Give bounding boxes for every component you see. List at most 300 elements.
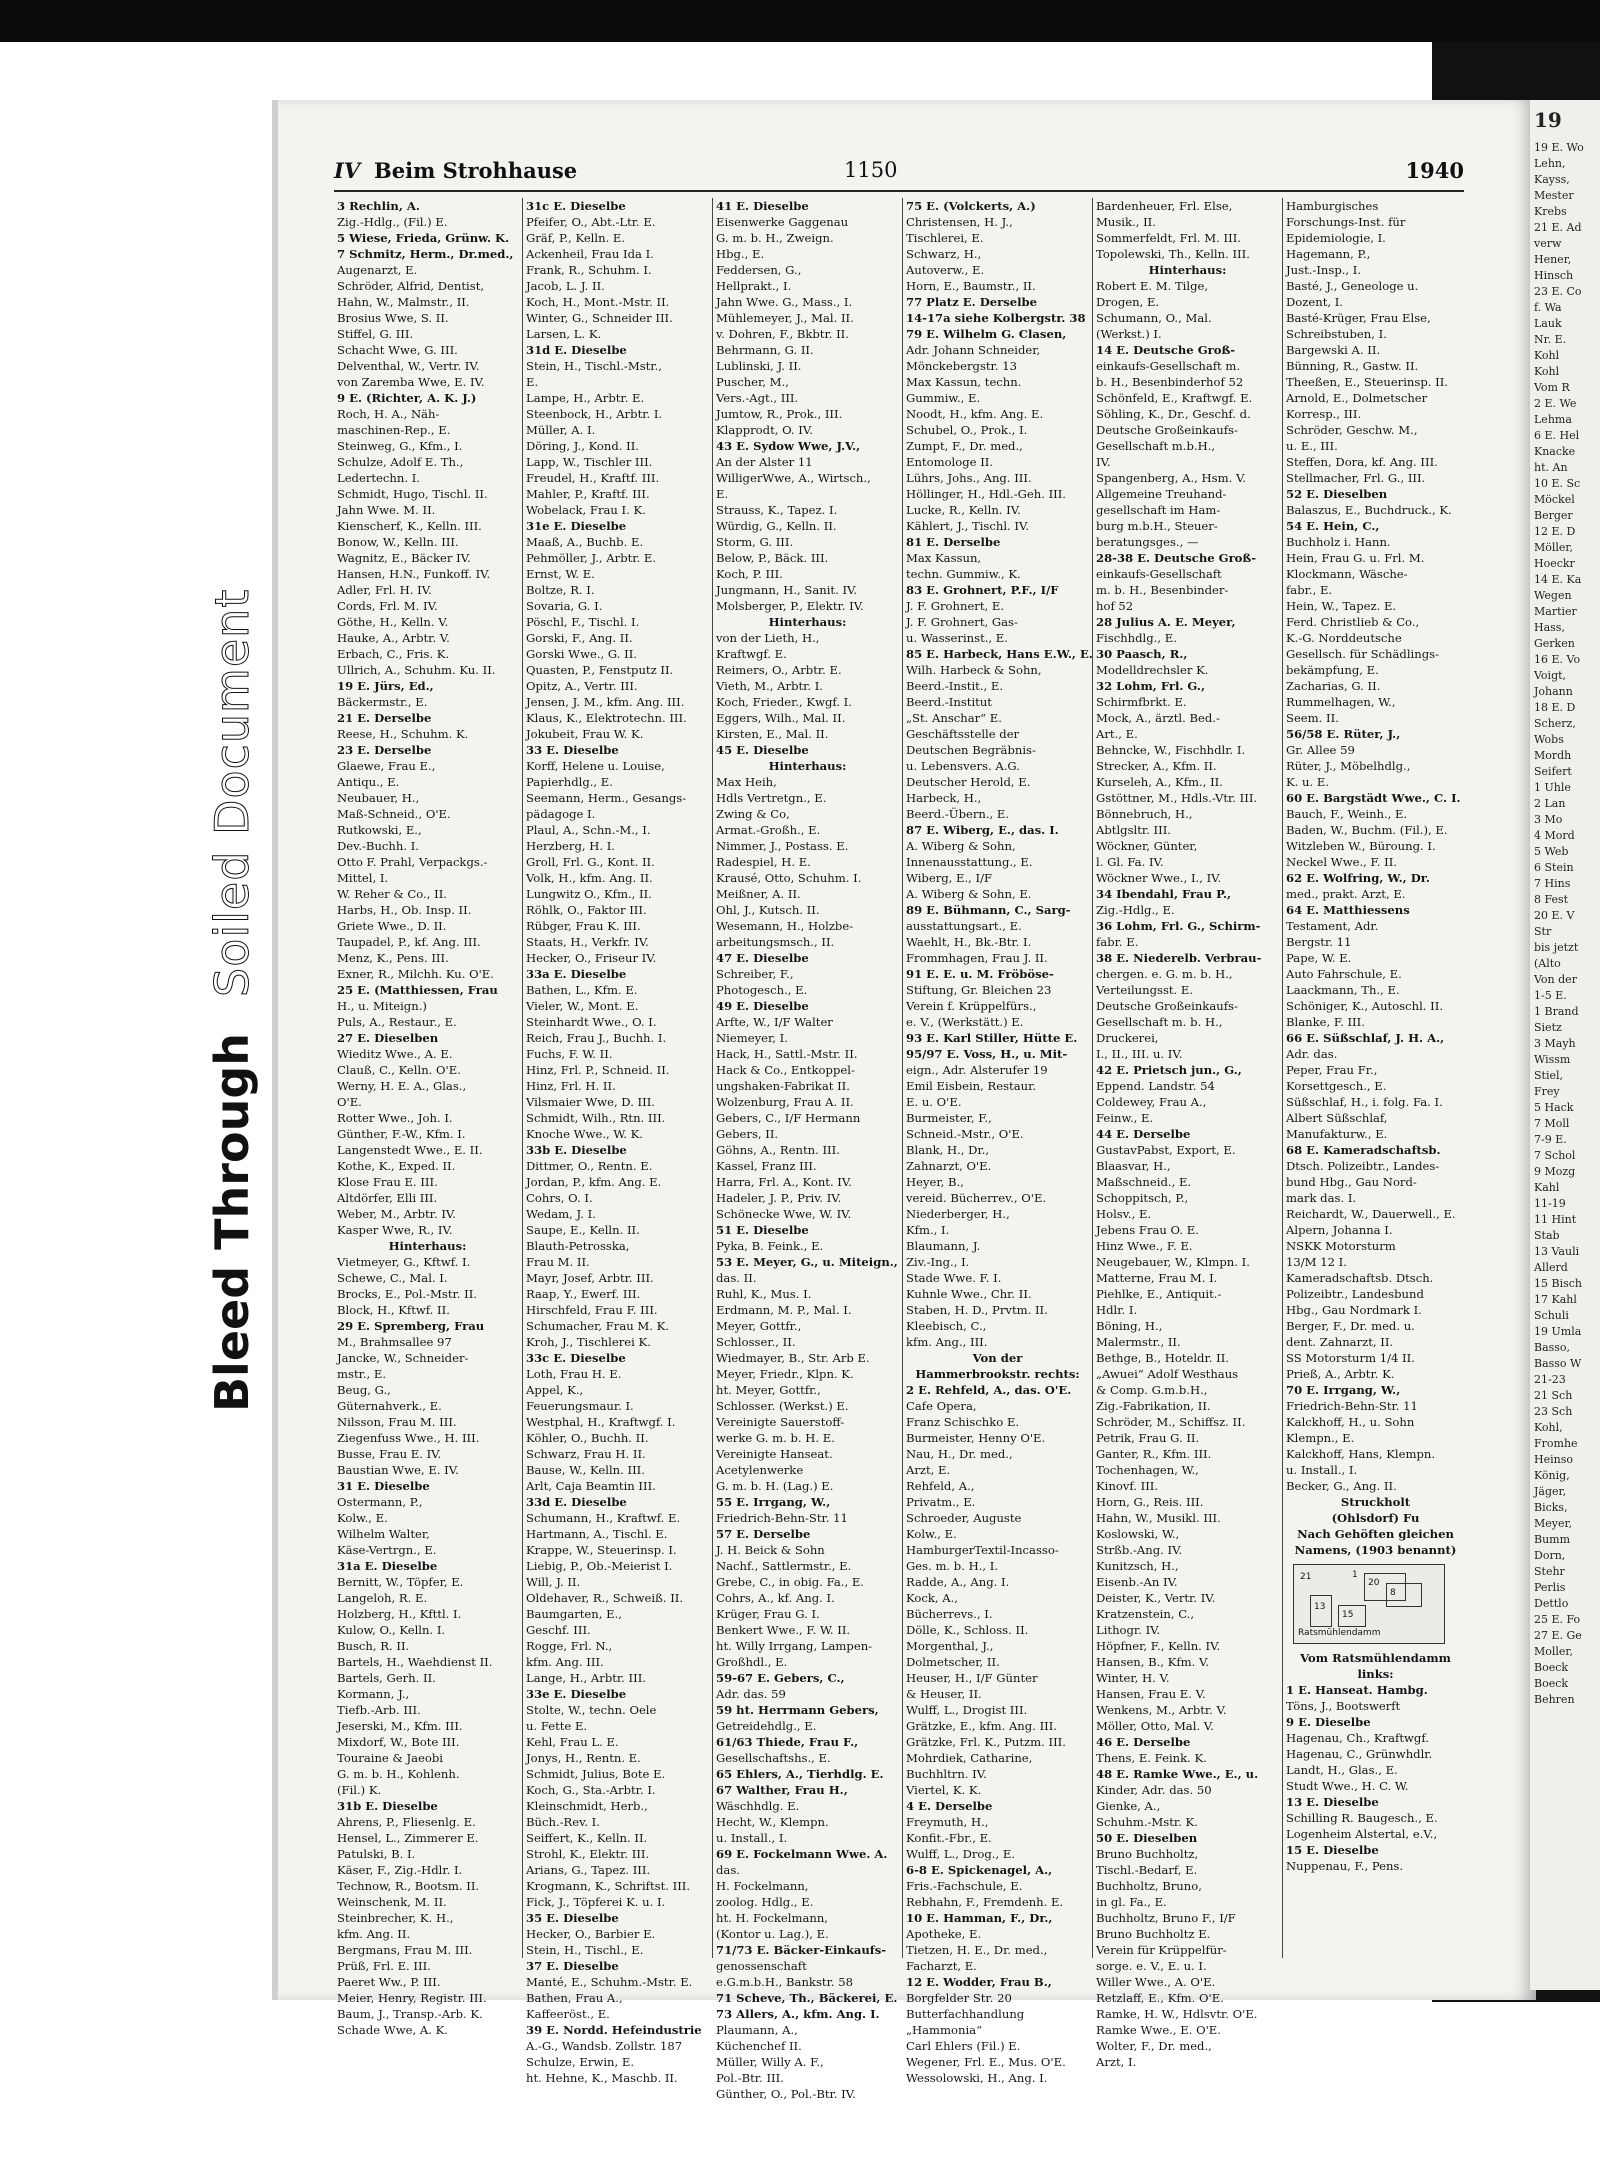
directory-entry: bekämpfung, E. (1286, 663, 1379, 677)
next-page-line: Dettlo (1534, 1597, 1569, 1610)
directory-entry: Gesellsch. für Schädlings- (1286, 647, 1440, 661)
directory-entry: 9 E. Dieselbe (1286, 1715, 1371, 1729)
directory-entry: Kienscherf, K., Kelln. III. (337, 519, 482, 533)
directory-entry: 68 E. Kameradschaftsb. (1286, 1143, 1441, 1157)
directory-entry: Schirmfbrkt. E. (1096, 695, 1187, 709)
next-page-line: Allerd (1534, 1261, 1568, 1274)
directory-entry: E. (716, 487, 729, 501)
directory-entry: A.-G., Wandsb. Zollstr. 187 (526, 2039, 683, 2053)
directory-entry: einkaufs-Gesellschaft (1096, 567, 1222, 581)
next-page-line: Mordh (1534, 749, 1572, 762)
directory-entry: Nach Gehöften gleichen (1297, 1527, 1454, 1541)
directory-entry: Otto F. Prahl, Verpackgs.- (337, 855, 488, 869)
directory-entry: Manté, E., Schuhm.-Mstr. E. (526, 1975, 693, 1989)
directory-entry: Blaasvar, H., (1096, 1159, 1171, 1173)
directory-entry: Gstöttner, M., Hdls.-Vtr. III. (1096, 791, 1258, 805)
directory-entry: Kassel, Franz III. (716, 1159, 817, 1173)
directory-entry: Dölle, K., Schloss. II. (906, 1623, 1029, 1637)
directory-entry: 31e E. Dieselbe (526, 519, 627, 533)
directory-entry: 52 E. Dieselben (1286, 487, 1388, 501)
directory-entry: Stein, H., Tischl., E. (526, 1943, 644, 1957)
directory-entry: Acetylenwerke (716, 1463, 804, 1477)
directory-entry: Prieß, A., Arbtr. K. (1286, 1367, 1395, 1381)
next-page-line: Stehr (1534, 1565, 1565, 1578)
next-page-line: Str (1534, 925, 1552, 938)
directory-entry: Blaumann, J. (906, 1239, 981, 1253)
directory-entry: Heyer, B., (906, 1175, 964, 1189)
directory-entry: Hinz, Frl. P., Schneid. II. (526, 1063, 670, 1077)
directory-entry: Schneid.-Mstr., O'E. (906, 1127, 1024, 1141)
directory-entry: 62 E. Wolfring, W., Dr. (1286, 871, 1430, 885)
directory-entry: Technow, R., Bootsm. II. (337, 1879, 480, 1893)
directory-entry: Noodt, H., kfm. Ang. E. (906, 407, 1044, 421)
directory-entry: 71 Scheve, Th., Bäckerei, E. (716, 1991, 898, 2005)
columns (334, 198, 1464, 2101)
directory-entry: Molsberger, P., Elektr. IV. (716, 599, 864, 613)
directory-entry: Theeßen, E., Steuerinsp. II. (1286, 375, 1448, 389)
directory-entry: Lapp, W., Tischler III. (526, 455, 653, 469)
directory-entry: Ramke, H. W., Hdlsvtr. O'E. (1096, 2007, 1258, 2021)
next-page-line: Scherz, (1534, 717, 1576, 730)
directory-entry: Modelldrechsler K. (1096, 663, 1209, 677)
next-page-line: Basso, (1534, 1341, 1571, 1354)
directory-entry: Block, H., Kftwf. II. (337, 1303, 450, 1317)
directory-entry: e. V., (Werkstätt.) E. (906, 1015, 1024, 1029)
directory-entry: Dtsch. Polizeibtr., Landes- (1286, 1159, 1440, 1173)
directory-entry: u. Fette E. (526, 1719, 588, 1733)
directory-entry: 28 Julius A. E. Meyer, (1096, 615, 1236, 629)
next-page-line: 15 Bisch (1534, 1277, 1582, 1290)
directory-entry: Steinweg, G., Kfm., I. (337, 439, 463, 453)
directory-entry: Schumann, H., Kraftwf. E. (526, 1511, 681, 1525)
directory-entry: Horn, G., Reis. III. (1096, 1495, 1204, 1509)
directory-entry: mark das. I. (1286, 1191, 1357, 1205)
directory-entry: 61/63 Thiede, Frau F., (716, 1735, 859, 1749)
directory-entry: Steinhardt Wwe., O. I. (526, 1015, 657, 1029)
directory-entry: Hahn, W., Malmstr., II. (337, 295, 470, 309)
directory-entry: Günther, O., Pol.-Btr. IV. (716, 2087, 856, 2101)
directory-entry: Lublinski, J. II. (716, 359, 802, 373)
directory-entry: 34 Ibendahl, Frau P., (1096, 887, 1232, 901)
next-page-line: 1-5 E. (1534, 989, 1567, 1002)
directory-entry: Hack & Co., Entkoppel- (716, 1063, 855, 1077)
directory-entry: Von der (972, 1351, 1023, 1365)
directory-page (272, 100, 1536, 2101)
directory-entry: 33e E. Dieselbe (526, 1687, 627, 1701)
soiled-document-label: Soiled Document (205, 588, 259, 997)
directory-entry: Privatm., E. (906, 1495, 976, 1509)
next-page-line: Nr. E. (1534, 333, 1567, 346)
directory-entry: IV. (1096, 455, 1111, 469)
next-page-line: 23 E. Co (1534, 285, 1582, 298)
directory-entry: Vereinigte Hanseat. (716, 1447, 833, 1461)
directory-entry: Arnold, E., Dolmetscher (1286, 391, 1428, 405)
next-page-line: 7 Hins (1534, 877, 1571, 890)
directory-entry: Jonys, H., Rentn. E. (526, 1751, 641, 1765)
directory-entry: fabr. E. (1096, 935, 1139, 949)
directory-entry: Prüß, Frl. E. III. (337, 1959, 431, 1973)
directory-entry: 44 E. Derselbe (1096, 1127, 1191, 1141)
directory-entry: Musik., II. (1096, 215, 1156, 229)
directory-entry: Buchholz i. Hann. (1286, 535, 1391, 549)
directory-entry: Gebers, C., I/F Hermann (716, 1111, 861, 1125)
directory-entry: Adr. das. 59 (716, 1687, 786, 1701)
directory-entry: 41 E. Dieselbe (716, 199, 809, 213)
directory-entry: Kirsten, E., Mal. II. (716, 727, 829, 741)
directory-entry: Röhlk, O., Faktor III. (526, 903, 647, 917)
directory-entry: 7 Schmitz, Herm., Dr.med., (337, 247, 514, 261)
directory-entry: Eggers, Wilh., Mal. II. (716, 711, 846, 725)
directory-entry: Jungmann, H., Sanit. IV. (716, 583, 858, 597)
directory-entry: Korff, Helene u. Louise, (526, 759, 665, 773)
next-page-line: 1 Brand (1534, 1005, 1579, 1018)
directory-entry: Mönckebergstr. 13 (906, 359, 1017, 373)
directory-entry: maschinen-Rep., E. (337, 423, 451, 437)
directory-entry: Reese, H., Schuhm. K. (337, 727, 469, 741)
next-page-line: Lehma (1534, 413, 1572, 426)
next-page-line: Lehn, (1534, 157, 1566, 170)
directory-entry: Wagnitz, E., Bäcker IV. (337, 551, 471, 565)
directory-entry: Müller, A. I. (526, 423, 596, 437)
directory-entry: 66 E. Süßschlaf, J. H. A., (1286, 1031, 1445, 1045)
directory-entry: 87 E. Wiberg, E., das. I. (906, 823, 1059, 837)
directory-entry: Blank, H., Dr., (906, 1143, 990, 1157)
directory-entry: 53 E. Meyer, G., u. Miteign., (716, 1255, 898, 1269)
directory-entry: Robert E. M. Tilge, (1096, 279, 1209, 293)
directory-entry: Knoche Wwe., W. K. (526, 1127, 643, 1141)
directory-entry: Rutkowski, E., (337, 823, 422, 837)
directory-entry: Pol.-Btr. III. (716, 2071, 784, 2085)
next-page-line: Lauk (1534, 317, 1562, 330)
directory-entry: G. m. b. H. (Lag.) E. (716, 1479, 834, 1493)
directory-entry: gesellschaft im Ham- (1096, 503, 1221, 517)
directory-entry: Krüger, Frau G. I. (716, 1607, 820, 1621)
directory-entry: v. Dohren, F., Bkbtr. II. (716, 327, 849, 341)
directory-entry: Raap, Y., Ewerf. III. (526, 1287, 641, 1301)
directory-entry: vereid. Bücherrev., O'E. (906, 1191, 1047, 1205)
next-page-line: Moller, (1534, 1645, 1573, 1658)
directory-entry: Struckholt (1340, 1495, 1411, 1509)
directory-entry: (Ohlsdorf) Fu (1331, 1511, 1420, 1525)
directory-entry: 1 E. Hanseat. Hambg. (1286, 1683, 1428, 1697)
directory-entry: Ruhl, K., Mus. I. (716, 1287, 812, 1301)
directory-entry: u. Lebensvers. A.G. (906, 759, 1020, 773)
directory-entry: u. Install., I. (1286, 1463, 1358, 1477)
directory-entry: Schumann, O., Mal. (1096, 311, 1212, 325)
directory-entry: 36 Lohm, Frl. G., Schirm- (1096, 919, 1261, 933)
directory-entry: Schröder, M., Schiffsz. II. (1096, 1415, 1246, 1429)
next-page-line: Kohl, (1534, 1421, 1563, 1434)
directory-entry: Jebens Frau O. E. (1096, 1223, 1199, 1237)
directory-entry: Hinterhaus: (1148, 263, 1227, 277)
directory-entry: Jumtow, R., Prok., III. (716, 407, 843, 421)
directory-entry: chergen. e. G. m. b. H., (1096, 967, 1233, 981)
directory-entry: Berger, F., Dr. med. u. (1286, 1319, 1415, 1333)
directory-entry: Erdmann, M. P., Mal. I. (716, 1303, 852, 1317)
directory-entry: pädagoge I. (526, 807, 596, 821)
directory-entry: 64 E. Matthiessens (1286, 903, 1410, 917)
directory-entry: Lampe, H., Arbtr. E. (526, 391, 645, 405)
next-page-line: 14 E. Ka (1534, 573, 1582, 586)
directory-entry: Beerd.-Institut (906, 695, 992, 709)
directory-entry: 31d E. Dieselbe (526, 343, 627, 357)
next-page-line: Jäger, (1534, 1485, 1567, 1498)
directory-entry: 3 Rechlin, A. (337, 199, 420, 213)
directory-entry: Schulze, Erwin, E. (526, 2055, 635, 2069)
directory-entry: Laackmann, Th., E. (1286, 983, 1400, 997)
directory-entry: Klempn., E. (1286, 1431, 1355, 1445)
next-page-line: Hinsch (1534, 269, 1574, 282)
directory-entry: Just.-Insp., I. (1286, 263, 1362, 277)
directory-entry: Mühlemeyer, J., Mal. II. (716, 311, 854, 325)
directory-entry: Fischhdlg., E. (1096, 631, 1177, 645)
directory-entry: 50 E. Dieselben (1096, 1831, 1198, 1845)
directory-entry: Klaus, K., Elektrotechn. III. (526, 711, 687, 725)
directory-entry: Gesellschaft m.b.H., (1096, 439, 1216, 453)
directory-entry: Bause, W., Kelln. III. (526, 1463, 645, 1477)
directory-entry: Maß-Schneid., O'E. (337, 807, 451, 821)
directory-entry: 12 E. Wodder, Frau B., (906, 1975, 1052, 1989)
directory-entry: 33b E. Dieselbe (526, 1143, 627, 1157)
directory-entry: Wobelack, Frau I. K. (526, 503, 646, 517)
directory-entry: Jeserski, M., Kfm. III. (337, 1719, 463, 1733)
directory-entry: Harbs, H., Ob. Insp. II. (337, 903, 472, 917)
directory-entry: Deutsche Großeinkaufs- (1096, 423, 1238, 437)
directory-entry: Hagenau, Ch., Kraftwgf. (1286, 1731, 1429, 1745)
directory-entry: Höllinger, H., Hdl.-Geh. III. (906, 487, 1066, 501)
directory-entry: Ferd. Christlieb & Co., (1286, 615, 1420, 629)
next-page-line: Hoeckr (1534, 557, 1575, 570)
directory-entry: Mixdorf, W., Bote III. (337, 1735, 460, 1749)
directory-entry: Namens, (1903 benannt) (1294, 1543, 1457, 1557)
directory-entry: Hammerbrookstr. rechts: (915, 1367, 1080, 1381)
map-number: 20 (1368, 1578, 1380, 1588)
directory-entry: Vers.-Agt., III. (716, 391, 799, 405)
directory-entry: Fris.-Fachschule, E. (906, 1879, 1023, 1893)
directory-entry: Rummelhagen, W., (1286, 695, 1396, 709)
directory-entry: Schilling R. Baugesch., E. (1286, 1811, 1438, 1825)
directory-entry: Stade Wwe. F. I. (906, 1271, 1002, 1285)
directory-entry: Innenausstattung., E. (906, 855, 1033, 869)
directory-entry: Köhler, O., Buchh. II. (526, 1431, 649, 1445)
directory-entry: Wolter, F., Dr. med., (1096, 2039, 1212, 2053)
next-page-line: Johann (1534, 685, 1573, 698)
directory-entry: & Heuser, II. (906, 1687, 982, 1701)
directory-entry: Gr. Allee 59 (1286, 743, 1355, 757)
next-page-line: König, (1534, 1469, 1570, 1482)
directory-entry: Vieth, M., Arbtr. I. (716, 679, 824, 693)
directory-entry: Hein, Frau G. u. Frl. M. (1286, 551, 1425, 565)
directory-entry: Emil Eisbein, Restaur. (906, 1079, 1037, 1093)
directory-entry: Baustian Wwe, E. IV. (337, 1463, 459, 1477)
directory-entry: G. m. b. H., Kohlenh. (337, 1767, 460, 1781)
directory-entry: 54 E. Hein, C., (1286, 519, 1380, 533)
directory-entry: Holzberg, H., Kfttl. I. (337, 1607, 462, 1621)
directory-entry: Staben, H. D., Prvtm. II. (906, 1303, 1048, 1317)
directory-entry: 31c E. Dieselbe (526, 199, 626, 213)
directory-entry: Bergmans, Frau M. III. (337, 1943, 473, 1957)
directory-entry: Bartels, Gerh. II. (337, 1671, 436, 1685)
directory-entry: Hagenau, C., Grünwhdlr. (1286, 1747, 1433, 1761)
year: 1940 (1405, 158, 1464, 183)
directory-entry: Süßschlaf, H., i. folg. Fa. I. (1286, 1095, 1443, 1109)
directory-entry: Würdig, G., Kelln. II. (716, 519, 837, 533)
directory-entry: Max Kassun, (906, 551, 982, 565)
directory-entry: Werny, H. E. A., Glas., (337, 1079, 467, 1093)
directory-entry: 31a E. Dieselbe (337, 1559, 438, 1573)
directory-entry: H. Fockelmann, (716, 1879, 809, 1893)
directory-entry: Feddersen, G., (716, 263, 802, 277)
directory-entry: Hensel, L., Zimmerer E. (337, 1831, 479, 1845)
directory-entry: Basté-Krüger, Frau Else, (1286, 311, 1431, 325)
next-page-line: (Alto (1534, 957, 1561, 970)
column-3 (712, 198, 899, 2101)
directory-entry: Vilsmaier Wwe, D. III. (526, 1095, 655, 1109)
directory-entry: An der Alster 11 (716, 455, 813, 469)
next-page-line: 11-19 (1534, 1197, 1566, 1210)
directory-entry: Auto Fahrschule, E. (1286, 967, 1402, 981)
directory-entry: Ges. m. b. H., I. (906, 1559, 999, 1573)
directory-entry: 28-38 E. Deutsche Groß- (1096, 551, 1257, 565)
directory-entry: Boltze, R. I. (526, 583, 595, 597)
directory-entry: Buchholtz, Bruno, (1096, 1879, 1202, 1893)
directory-entry: Roch, H. A., Näh- (337, 407, 440, 421)
directory-entry: Koch, G., Sta.-Arbtr. I. (526, 1783, 656, 1797)
directory-entry: Ramke Wwe., E. O'E. (1096, 2023, 1221, 2037)
next-page-line: Vom R (1534, 381, 1570, 394)
directory-entry: Gorski, F., Ang. II. (526, 631, 633, 645)
directory-entry: 47 E. Dieselbe (716, 951, 809, 965)
directory-entry: Erbach, C., Fris. K. (337, 647, 450, 661)
directory-entry: Gummiw., E. (906, 391, 981, 405)
directory-entry: Zig.-Hdlg., E. (1096, 903, 1175, 917)
directory-entry: 31 E. Dieselbe (337, 1479, 430, 1493)
directory-entry: Deutscher Herold, E. (906, 775, 1031, 789)
directory-entry: Nimmer, J., Postass. E. (716, 839, 849, 853)
directory-entry: ungshaken-Fabrikat II. (716, 1079, 850, 1093)
directory-entry: Antiqu., E. (337, 775, 400, 789)
directory-entry: Bartels, H., Waehdienst II. (337, 1655, 493, 1669)
directory-entry: Grätzke, E., kfm. Ang. III. (906, 1719, 1057, 1733)
directory-entry: Brosius Wwe, S. II. (337, 311, 449, 325)
directory-entry: Zahnarzt, O'E. (906, 1159, 992, 1173)
directory-entry: Meißner, A. II. (716, 887, 801, 901)
next-page-line: Wobs (1534, 733, 1564, 746)
directory-entry: Winter, G., Schneider III. (526, 311, 673, 325)
directory-entry: 27 E. Dieselben (337, 1031, 439, 1045)
directory-entry: 14-17a siehe Kolbergstr. 38 (906, 311, 1086, 325)
directory-entry: Neugebauer, W., Klmpn. I. (1096, 1255, 1250, 1269)
directory-entry: Kulow, O., Kelln. I. (337, 1623, 446, 1637)
directory-entry: Arians, G., Tapez. III. (526, 1863, 651, 1877)
directory-entry: Verein f. Krüppelfürs., (906, 999, 1037, 1013)
directory-entry: A. Wiberg & Sohn, (906, 839, 1016, 853)
directory-entry: Käse-Vertrgn., E. (337, 1543, 437, 1557)
section-number: IV (334, 158, 361, 183)
directory-entry: (Werkst.) I. (1096, 327, 1162, 341)
directory-entry: Schröder, Alfrid, Dentist, (337, 279, 485, 293)
directory-entry: Hadeler, J. P., Priv. IV. (716, 1191, 842, 1205)
map-number: 15 (1342, 1610, 1354, 1620)
directory-entry: Göthe, H., Kelln. V. (337, 615, 449, 629)
directory-entry: Dolmetscher, II. (906, 1655, 1000, 1669)
directory-entry: Jokubeit, Frau W. K. (526, 727, 644, 741)
directory-entry: Wöckner Wwe., I., IV. (1096, 871, 1222, 885)
directory-entry: Baum, J., Transp.-Arb. K. (337, 2007, 483, 2021)
directory-entry: Rübger, Frau K. III. (526, 919, 641, 933)
directory-entry: Pehmöller, J., Arbtr. E. (526, 551, 657, 565)
directory-entry: bund Hbg., Gau Nord- (1286, 1175, 1417, 1189)
next-page-line: Voigt, (1534, 669, 1567, 682)
directory-entry: Balaszus, E., Buchdruck., K. (1286, 503, 1452, 517)
directory-entry: 71/73 E. Bäcker-Einkaufs- (716, 1943, 887, 1957)
directory-entry: Ziv.-Ing., I. (906, 1255, 970, 1269)
directory-entry: Kasper Wwe, R., IV. (337, 1223, 453, 1237)
directory-entry: Bünning, R., Gastw. II. (1286, 359, 1419, 373)
column-4 (902, 198, 1093, 2085)
directory-entry: 37 E. Dieselbe (526, 1959, 619, 1973)
next-page-heading: 19 (1534, 108, 1562, 132)
directory-entry: 45 E. Dieselbe (716, 743, 809, 757)
directory-entry: 9 E. (Richter, A. K. J.) (337, 391, 477, 405)
directory-entry: Gesellschaftshs., E. (716, 1751, 831, 1765)
directory-entry: Taupadel, P., kf. Ang. III. (337, 935, 481, 949)
next-page-line: Mester (1534, 189, 1574, 202)
directory-entry: Langenstedt Wwe., E. II. (337, 1143, 483, 1157)
directory-entry: 30 Paasch, R., (1096, 647, 1188, 661)
directory-entry: 85 E. Harbeck, Hans E.W., E. (906, 647, 1093, 661)
directory-entry: Puscher, M., (716, 375, 789, 389)
next-page-line: Möckel (1534, 493, 1575, 506)
directory-entry: Wöckner, Günter, (1096, 839, 1198, 853)
directory-entry: „St. Anschar“ E. (906, 711, 1002, 725)
directory-entry: ausstattungsart., E. (906, 919, 1022, 933)
directory-entry: Kolw., E. (337, 1511, 388, 1525)
column-6 (1282, 198, 1465, 1958)
directory-entry: 33a E. Dieselbe (526, 967, 627, 981)
directory-entry: Heuser, H., I/F Günter (906, 1671, 1038, 1685)
directory-entry: Piehlke, E., Antiquit.- (1096, 1287, 1222, 1301)
directory-entry: Autoverw., E. (906, 263, 985, 277)
side-label (205, 589, 259, 1412)
directory-entry: Güternahverk., E. (337, 1399, 442, 1413)
directory-entry: Nuppenau, F., Pens. (1286, 1859, 1404, 1873)
directory-entry: WilligerWwe, A., Wirtsch., (716, 471, 871, 485)
directory-entry: Logenheim Alstertal, e.V., (1286, 1827, 1438, 1841)
directory-entry: Schöniger, K., Autoschl. II. (1286, 999, 1444, 1013)
directory-entry: Verein für Krüppelfür- (1096, 1943, 1227, 1957)
directory-entry: Dittmer, O., Rentn. E. (526, 1159, 653, 1173)
directory-entry: Schwarz, H., (906, 247, 982, 261)
directory-entry: Staats, H., Verkfr. IV. (526, 935, 649, 949)
directory-entry: SS Motorsturm 1/4 II. (1286, 1351, 1415, 1365)
directory-entry: Ostermann, P., (337, 1495, 423, 1509)
directory-entry: Schreibstuben, I. (1286, 327, 1387, 341)
directory-entry: Klose Frau E. III. (337, 1175, 438, 1189)
directory-entry: Töns, J., Bootswerft (1286, 1699, 1401, 1713)
directory-entry: „Awuei“ Adolf Westhaus (1096, 1367, 1239, 1381)
directory-entry: 55 E. Irrgang, W., (716, 1495, 831, 1509)
directory-entry: 93 E. Karl Stiller, Hütte E. (906, 1031, 1078, 1045)
directory-entry: Mittel, I. (337, 871, 389, 885)
directory-entry: Butterfachhandlung (906, 2007, 1025, 2021)
directory-entry: Bardenheuer, Frl. Else, (1096, 199, 1233, 213)
directory-entry: Mock, A., ärztl. Bed.- (1096, 711, 1220, 725)
next-page-line: 8 Fest (1534, 893, 1569, 906)
next-page-line: Seifert (1534, 765, 1572, 778)
directory-entry: Albert Süßschlaf, (1286, 1111, 1388, 1125)
directory-entry: Niemeyer, I. (716, 1031, 788, 1045)
